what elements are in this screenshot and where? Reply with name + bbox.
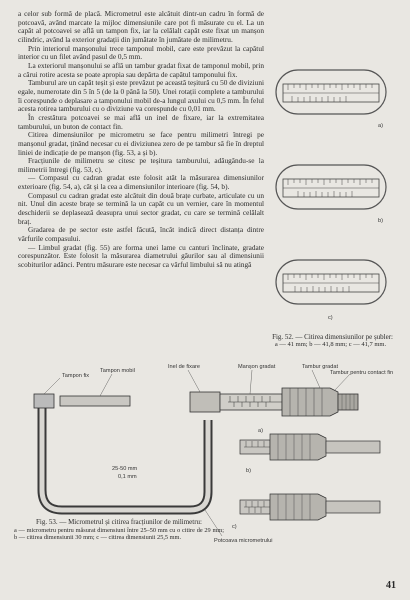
figure-53-caption <box>14 519 224 541</box>
paragraph: — Limbul gradat (fig. 55) are forma unei lame cu canturi înclinate, gradate corespunzător. Este folosit la măsurarea diametrului găurilor sau al dimensiunii scobiturilor adânci. Pentru măsurare este necesar ca vârful limbului să nu atingă <box>18 242 264 270</box>
paragraph: Fracțiunile de milimetru se citesc pe teșitura tamburului, adăugându-se la milimetrii întregi (fig. 53, c). <box>18 156 264 174</box>
figure-52-caption <box>268 333 393 350</box>
paragraph: — Compasul cu cadran gradat este folosit atât la măsurarea dimensiunilor exterioare (fig. 54, a), cât și la cea a dimensiunilor interioare (fig. 54, b). <box>18 173 264 192</box>
label-spindle: Tampon mobil <box>100 368 135 374</box>
label-ratchet: Tambur pentru contact fin <box>330 370 394 376</box>
paragraph: Compasul cu cadran gradat este alcătuit din două brațe curbate, articulate cu un nit. Unul din aceste brațe se termină la un capăt cu un vernier, care în momentul deschiderii se deplasează deasupra unui sector gradat, cu care se termină celălalt braț. <box>18 190 264 226</box>
paragraph: Prin interiorul manșonului trece tamponul mobil, care este prevăzut la capătul interior cu un filet având pasul de 0,5 mm. <box>18 43 264 62</box>
panel-label-53c: c) <box>232 524 237 530</box>
spindle <box>60 396 130 406</box>
label-sleeve: Manșon gradat <box>238 364 276 370</box>
paragraph: a celor sub formă de placă. Micrometrul este alcătuit dintr-un cadru în formă de potcoavă, având marcate la mijloc dimensiunile care pot fi măsurate cu el. La un capăt al potcoavei se află un tampon fix, iar la celălalt capăt este fixat un manșon cilindric, având la exterior gradații din jumătate în jumătate de milimetru. <box>18 9 264 44</box>
paragraph: Citirea dimensiunilor pe micrometru se face pentru milimetri întregi pe manșonul gradat, ținând necesar cu ei diviziunea zero de pe tambur să fie în dreptul liniei de indicație de pe manșon (fig. 53, a și b). <box>18 130 264 157</box>
figure-52-caption-sub: a — 41 mm; b — 41,8 mm; c — 41,7 mm. <box>274 341 387 349</box>
caliper-reading-c <box>276 260 386 321</box>
panel-label-a: a) <box>378 123 383 129</box>
figure-52-caption-title: Fig. 52. — Citirea dimensiunilor pe șubler: <box>272 333 393 341</box>
ratchet-knob[interactable] <box>338 394 358 410</box>
caliper-reading-b <box>276 165 386 224</box>
caliper-reading-a <box>276 70 386 129</box>
panel-label-53a: a) <box>258 428 263 434</box>
label-precision: 0,1 mm <box>118 474 137 480</box>
lock-ring <box>190 392 220 412</box>
label-range: 25-50 mm <box>112 466 138 472</box>
label-thimble: Tambur gradat <box>302 364 339 370</box>
panel-label-b: b) <box>378 218 383 224</box>
paragraph: Gradarea de pe sector este astfel făcută, încât indică direct distanța dintre vârfurile compasului. <box>18 225 264 244</box>
label-fixed-anvil: Tampon fix <box>62 373 90 379</box>
text-column <box>18 10 264 270</box>
figure-53-caption-sub: a — micrometru pentru măsurat dimensiuni între 25–50 mm cu o citire de 29 mm; b — citirea dimensiunii 30 mm; c — citirea dimensiunii 25,5 mm. <box>14 526 224 541</box>
micrometer-reading-c <box>232 494 380 530</box>
label-frame: Potcoava micrometrului <box>214 538 273 544</box>
panel-label-53b: b) <box>246 468 251 474</box>
micrometer-reading-b <box>240 434 380 474</box>
panel-label-c: c) <box>328 315 333 321</box>
graduated-thimble <box>282 388 338 416</box>
paragraph: În crestătura potcoavei se mai află un inel de fixare, iar la extremitatea tamburului, un buton de contact fin. <box>18 112 264 131</box>
paragraph: Tamburul are un capăt teșit și este prevăzut pe această teșitură cu 50 de diviziuni egale, numerotate din 5 în 5 (de la 0 până la 50). Unei rotații complete a tamburului îi corespunde o deplasare a tamponului mobil de-a lungul axului cu 0,5 mm. În felul acesta rotirea tamburului cu o diviziune va corespunde cu 0,01 mm. <box>18 78 264 114</box>
page-number: 41 <box>386 580 396 591</box>
fixed-anvil <box>34 394 54 408</box>
label-lock-ring: Inel de fixare <box>168 364 201 370</box>
paragraph: La exteriorul manșonului se află un tambur gradat fixat de tamponul mobil, prin a cărui rotire acesta se poate apropia sau depărta de capătul tamponului fix. <box>18 60 264 79</box>
micrometer-frame <box>42 402 208 510</box>
figure-52-illustration <box>268 55 398 330</box>
figure-53-caption-title: Fig. 53. — Micrometrul și citirea fracțiunilor de milimetru: <box>35 518 203 526</box>
